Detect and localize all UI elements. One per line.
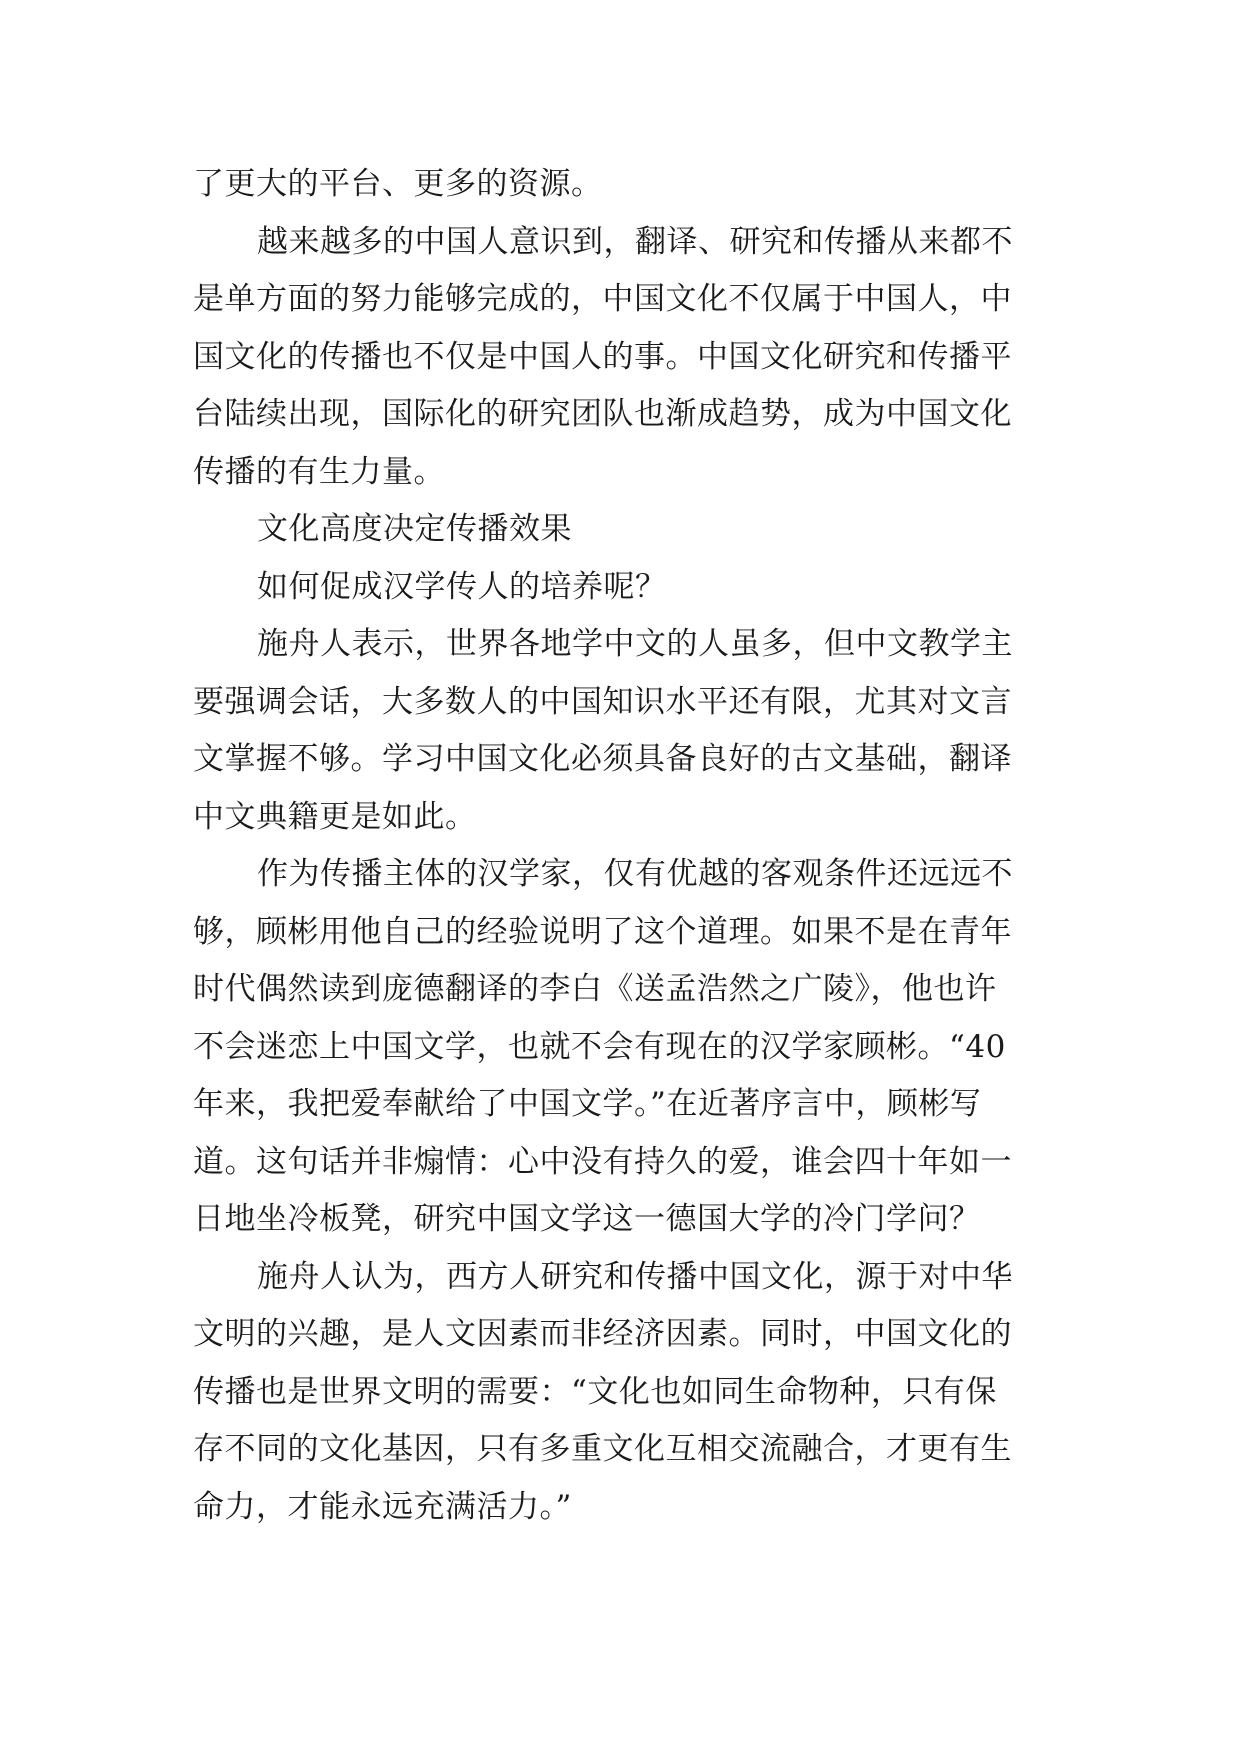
text-line: 够，顾彬用他自己的经验说明了这个道理。如果不是在青年: [193, 913, 1012, 950]
text-line: 如何促成汉学传人的培养呢？: [257, 568, 667, 605]
text-line: 存不同的文化基因，只有多重文化互相交流融合，才更有生: [193, 1431, 1012, 1467]
text-line: 要强调会话，大多数人的中国知识水平还有限，尤其对文言: [193, 683, 1012, 720]
text-line: 时代偶然读到庞德翻译的李白《送孟浩然之广陵》，他也许: [193, 971, 997, 1007]
text-line: 传播的有生力量。: [193, 453, 445, 490]
text-line: 道。这句话并非煽情：心中没有持久的爱，谁会四十年如一: [193, 1143, 1012, 1180]
text-line: 施舟人认为，西方人研究和传播中国文化，源于对中华: [257, 1258, 1013, 1295]
article-body: [193, 156, 1053, 1536]
text-line: 年来，我把爱奉献给了中国文学。”在近著序言中，顾彬写: [193, 1086, 982, 1122]
text-line: 作为传播主体的汉学家，仅有优越的客观条件还远远不: [257, 856, 1013, 892]
text-line: 命力，才能永远充满活力。”: [193, 1488, 572, 1525]
text-line: 文化高度决定传播效果: [257, 511, 572, 547]
text-line: 是单方面的努力能够完成的，中国文化不仅属于中国人，中: [193, 281, 1012, 317]
text-line: 施舟人表示，世界各地学中文的人虽多，但中文教学主: [257, 626, 1013, 662]
text-line: 了更大的平台、更多的资源。: [193, 166, 603, 202]
text-line: 文掌握不够。学习中国文化必须具备良好的古文基础，翻译: [193, 741, 1012, 777]
text-line: 传播也是世界文明的需要：“文化也如同生命物种，只有保: [193, 1373, 997, 1410]
text-line: 文明的兴趣，是人文因素而非经济因素。同时，中国文化的: [193, 1316, 1012, 1352]
text-line: 中文典籍更是如此。: [193, 798, 477, 835]
text-line: 不会迷恋上中国文学，也就不会有现在的汉学家顾彬。“40: [193, 1028, 1006, 1065]
text-line: 越来越多的中国人意识到，翻译、研究和传播从来都不: [257, 223, 1013, 260]
text-line: 日地坐冷板凳，研究中国文学这一德国大学的冷门学问？: [193, 1201, 981, 1237]
text-line: 国文化的传播也不仅是中国人的事。中国文化研究和传播平: [193, 338, 1012, 375]
text-line: 台陆续出现，国际化的研究团队也渐成趋势，成为中国文化: [193, 396, 1012, 432]
